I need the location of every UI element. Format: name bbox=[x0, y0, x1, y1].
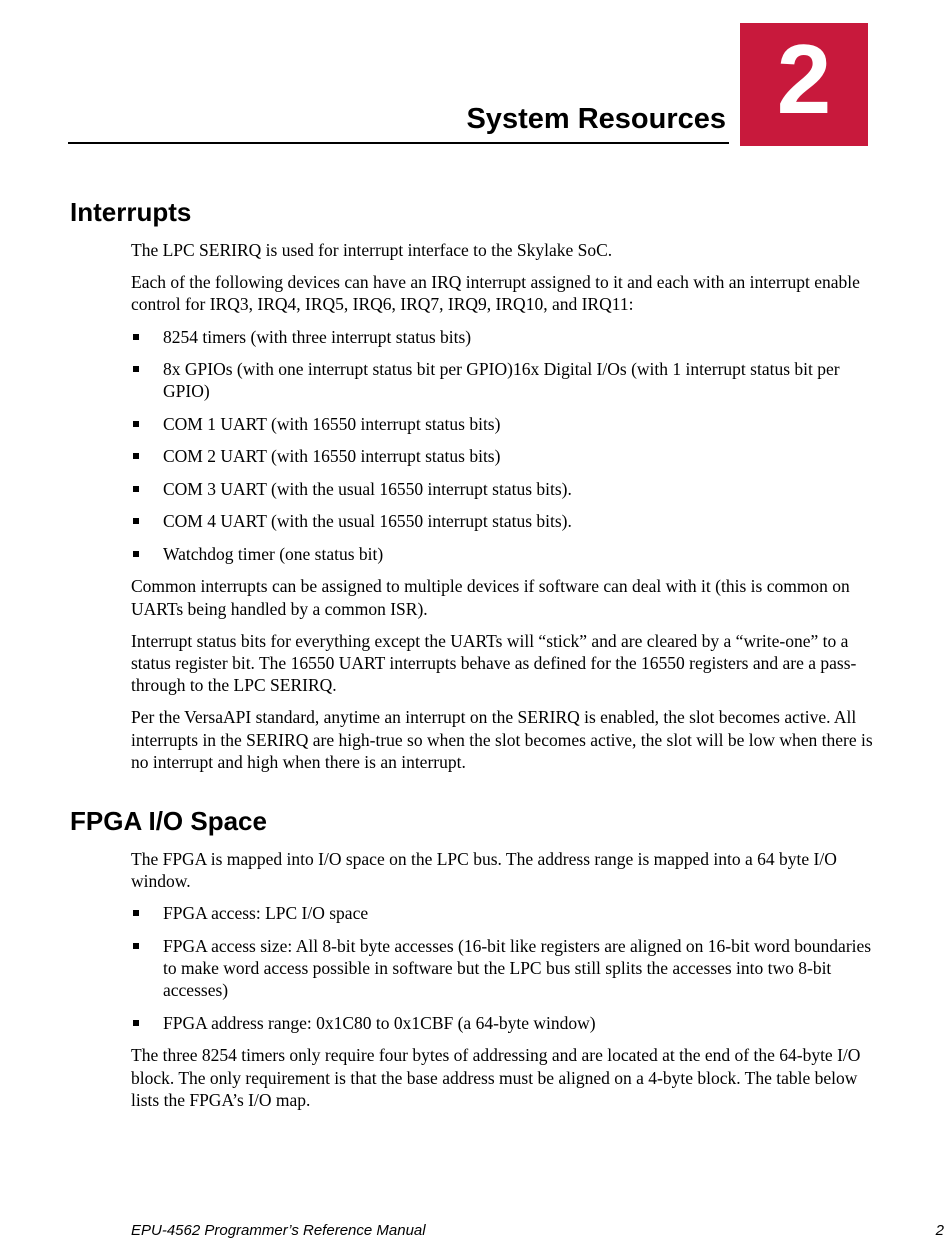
list-item-text: Watchdog timer (one status bit) bbox=[163, 543, 384, 564]
bullet-square-icon bbox=[133, 518, 139, 524]
bullet-square-icon bbox=[133, 551, 139, 557]
list-item bbox=[131, 510, 873, 532]
list-item bbox=[131, 1012, 873, 1034]
list-item-text: COM 3 UART (with the usual 16550 interrupt status bits). bbox=[163, 478, 572, 499]
footer-manual-title: EPU-4562 Programmer’s Reference Manual bbox=[131, 1222, 426, 1239]
list-item-text: COM 4 UART (with the usual 16550 interrupt status bits). bbox=[163, 511, 572, 532]
chapter-number-box: 2 bbox=[740, 23, 868, 146]
list-item-text: FPGA address range: 0x1C80 to 0x1CBF (a 64-byte window) bbox=[163, 1012, 596, 1033]
list-item bbox=[131, 902, 873, 924]
title-rule bbox=[68, 142, 729, 144]
paragraph: The three 8254 timers only require four bytes of addressing and are located at the end of the 64-byte I/O block. The only requirement is that the base address must be aligned on a 4-byte block. The table below lists the FPGA’s I/O map. bbox=[131, 1045, 861, 1110]
bullet-square-icon bbox=[133, 453, 139, 459]
paragraph: The FPGA is mapped into I/O space on the LPC bus. The address range is mapped into a 64 byte I/O window. bbox=[131, 849, 837, 892]
bullet-square-icon bbox=[133, 486, 139, 492]
bullet-square-icon bbox=[133, 334, 139, 340]
paragraph: Each of the following devices can have an IRQ interrupt assigned to it and each with an interrupt enable control for IRQ3, IRQ4, IRQ5, IRQ6, IRQ7, IRQ9, IRQ10, and IRQ11: bbox=[131, 272, 860, 315]
bullet-square-icon bbox=[133, 943, 139, 949]
list-item-text: FPGA access size: All 8-bit byte accesses (16-bit like registers are aligned on 16-bit word boundaries to make word access possible in software but the LPC bus still splits the accesses into two 8-bit accesses) bbox=[163, 935, 872, 1001]
bullet-square-icon bbox=[133, 1020, 139, 1026]
paragraph: Common interrupts can be assigned to multiple devices if software can deal with it (this is common on UARTs being handled by a common ISR). bbox=[131, 576, 850, 619]
chapter-title: System Resources bbox=[466, 103, 726, 135]
bullet-square-icon bbox=[133, 366, 139, 372]
list-item-text: COM 2 UART (with 16550 interrupt status bits) bbox=[163, 446, 501, 467]
bullet-list-interrupt-devices bbox=[131, 326, 873, 565]
section-heading-fpga-io-space: FPGA I/O Space bbox=[70, 806, 267, 836]
bullet-square-icon bbox=[133, 910, 139, 916]
footer-page-number: 2 bbox=[935, 1222, 944, 1239]
list-item bbox=[131, 478, 873, 500]
list-item bbox=[131, 413, 873, 435]
list-item bbox=[131, 326, 873, 348]
list-item bbox=[131, 358, 873, 402]
bullet-list-fpga-access bbox=[131, 902, 873, 1034]
paragraph: Interrupt status bits for everything except the UARTs will “stick” and are cleared by a “write-one” to a status register bit. The 16550 UART interrupts behave as defined for the 16550 registers and are a pass-through to the LPC SERIRQ. bbox=[131, 630, 857, 696]
section-body-interrupts bbox=[131, 239, 873, 783]
list-item-text: COM 1 UART (with 16550 interrupt status bits) bbox=[163, 413, 501, 434]
list-item-text: 8254 timers (with three interrupt status bits) bbox=[163, 326, 472, 347]
bullet-square-icon bbox=[133, 421, 139, 427]
section-heading-interrupts: Interrupts bbox=[70, 197, 192, 227]
list-item bbox=[131, 543, 873, 565]
list-item-text: FPGA access: LPC I/O space bbox=[163, 903, 369, 924]
list-item-text: 8x GPIOs (with one interrupt status bit per GPIO)16x Digital I/Os (with 1 interrupt status bit per GPIO) bbox=[163, 359, 840, 402]
list-item bbox=[131, 445, 873, 467]
list-item bbox=[131, 935, 873, 1002]
section-body-fpga-io-space bbox=[131, 848, 873, 1121]
paragraph: The LPC SERIRQ is used for interrupt interface to the Skylake SoC. bbox=[131, 240, 613, 260]
paragraph: Per the VersaAPI standard, anytime an interrupt on the SERIRQ is enabled, the slot becomes active. All interrupts in the SERIRQ are high-true so when the slot becomes active, the slot will be low when there is no interrupt and high when there is an interrupt. bbox=[131, 707, 873, 772]
